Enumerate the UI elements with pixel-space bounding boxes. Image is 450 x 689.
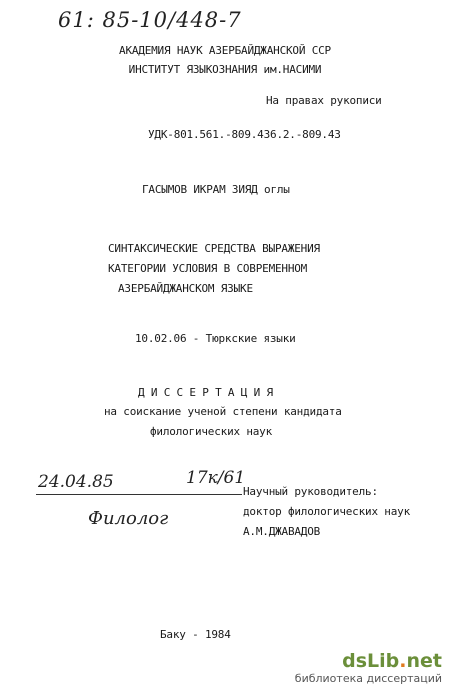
handwritten-fraction: 17к/61 <box>186 468 246 488</box>
dslib-watermark[interactable] <box>295 651 442 685</box>
academy-name: АКАДЕМИЯ НАУК АЗЕРБАЙДЖАНСКОЙ ССР <box>119 44 331 57</box>
place-year: Баку - 1984 <box>160 628 231 641</box>
institute-name: ИНСТИТУТ ЯЗЫКОЗНАНИЯ им.НАСИМИ <box>128 63 322 76</box>
dissertation-degree-line: на соискание ученой степени кандидата <box>104 405 342 418</box>
rights-note: На правах рукописи <box>266 94 382 107</box>
handwritten-catalog-number: 61: 85-10/448-7 <box>58 8 242 32</box>
specialty-code: 10.02.06 - Тюркские языки <box>135 332 296 345</box>
udc-code: УДК-801.561.-809.436.2.-809.43 <box>148 128 341 141</box>
supervisor-name: А.М.ДЖАВАДОВ <box>243 525 321 538</box>
supervisor-degree: доктор филологических наук <box>243 505 410 518</box>
author-name: ГАСЫМОВ ИКРАМ ЗИЯД оглы <box>142 183 290 196</box>
handwritten-signature: Филолог <box>88 508 169 529</box>
title-line-3: АЗЕРБАЙДЖАНСКОМ ЯЗЫКЕ <box>118 282 253 295</box>
title-line-2: КАТЕГОРИИ УСЛОВИЯ В СОВРЕМЕННОМ <box>108 262 308 275</box>
dslib-caption: библиотека диссертаций <box>294 672 442 685</box>
dslib-logo: dsLib.net <box>342 650 442 672</box>
title-line-1: СИНТАКСИЧЕСКИЕ СРЕДСТВА ВЫРАЖЕНИЯ <box>108 242 320 255</box>
stamp-underline <box>36 494 242 495</box>
supervisor-label: Научный руководитель: <box>243 485 378 498</box>
handwritten-date: 24.04.85 <box>38 472 114 492</box>
dissertation-field-line: филологических наук <box>150 425 273 438</box>
dissertation-heading: Д И С С Е Р Т А Ц И Я <box>138 386 273 399</box>
